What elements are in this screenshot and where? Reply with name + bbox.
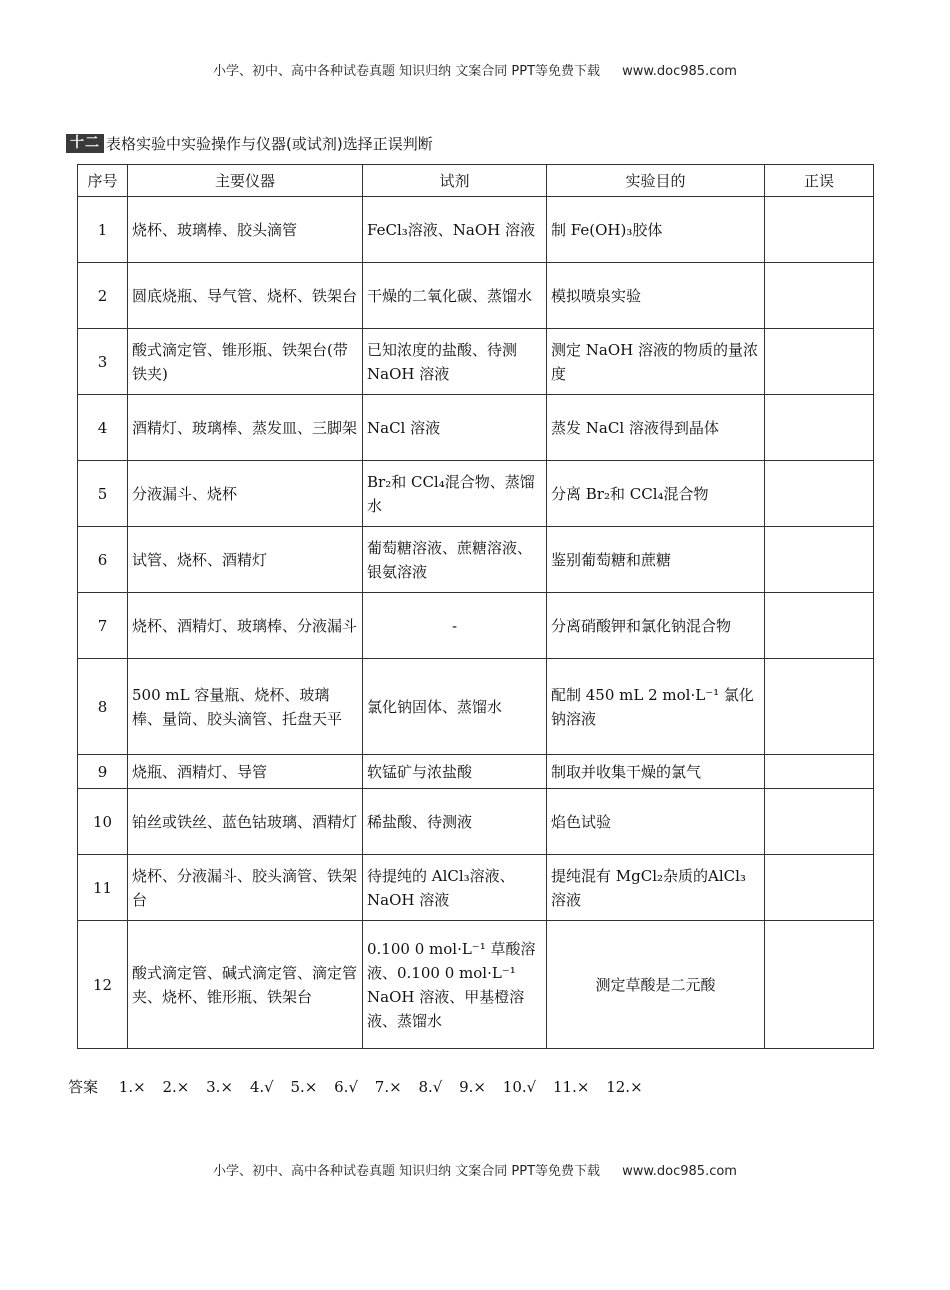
row-number: 3 [78, 329, 128, 395]
row-number: 12 [78, 921, 128, 1049]
instruments-cell: 酒精灯、玻璃棒、蒸发皿、三脚架 [128, 395, 363, 461]
answer-line [68, 1076, 655, 1097]
section-number-badge: 十二 [66, 134, 104, 153]
purpose-cell: 测定 NaOH 溶液的物质的量浓度 [547, 329, 765, 395]
row-number: 6 [78, 527, 128, 593]
instruments-cell: 烧杯、酒精灯、玻璃棒、分液漏斗 [128, 593, 363, 659]
reagents-cell: 软锰矿与浓盐酸 [363, 755, 547, 789]
row-number: 5 [78, 461, 128, 527]
purpose-cell: 分离硝酸钾和氯化钠混合物 [547, 593, 765, 659]
instruments-cell: 烧瓶、酒精灯、导管 [128, 755, 363, 789]
verdict-cell[interactable] [765, 659, 874, 755]
row-number: 4 [78, 395, 128, 461]
table-row [78, 329, 874, 395]
row-number: 10 [78, 789, 128, 855]
reagents-cell: 已知浓度的盐酸、待测NaOH 溶液 [363, 329, 547, 395]
row-number: 1 [78, 197, 128, 263]
experiment-table [77, 164, 874, 1049]
header-url[interactable]: www.doc985.com [622, 64, 737, 79]
verdict-cell[interactable] [765, 755, 874, 789]
page-footer [0, 1160, 950, 1179]
instruments-cell: 酸式滴定管、锥形瓶、铁架台(带铁夹) [128, 329, 363, 395]
purpose-cell: 配制 450 mL 2 mol·L⁻¹ 氯化钠溶液 [547, 659, 765, 755]
reagents-cell: NaCl 溶液 [363, 395, 547, 461]
row-number: 9 [78, 755, 128, 789]
row-number: 7 [78, 593, 128, 659]
instruments-cell: 酸式滴定管、碱式滴定管、滴定管夹、烧杯、锥形瓶、铁架台 [128, 921, 363, 1049]
verdict-cell[interactable] [765, 855, 874, 921]
reagents-cell: 稀盐酸、待测液 [363, 789, 547, 855]
verdict-cell[interactable] [765, 197, 874, 263]
row-number: 8 [78, 659, 128, 755]
table-row [78, 461, 874, 527]
instruments-cell: 500 mL 容量瓶、烧杯、玻璃棒、量筒、胶头滴管、托盘天平 [128, 659, 363, 755]
table-header-row [78, 165, 874, 197]
table-row [78, 789, 874, 855]
header-verdict: 正误 [765, 165, 874, 197]
answer-item: 1.× [118, 1078, 146, 1096]
verdict-cell[interactable] [765, 461, 874, 527]
answer-item: 3.× [206, 1078, 234, 1096]
purpose-cell: 蒸发 NaCl 溶液得到晶体 [547, 395, 765, 461]
answer-item: 9.× [459, 1078, 487, 1096]
section-heading: 表格实验中实验操作与仪器(或试剂)选择正误判断 [106, 135, 433, 153]
table-row [78, 395, 874, 461]
instruments-cell: 烧杯、分液漏斗、胶头滴管、铁架台 [128, 855, 363, 921]
answer-item: 2.× [162, 1078, 190, 1096]
answer-label: 答案 [68, 1078, 99, 1096]
reagents-cell: 待提纯的 AlCl₃溶液、NaOH 溶液 [363, 855, 547, 921]
verdict-cell[interactable] [765, 395, 874, 461]
purpose-cell: 焰色试验 [547, 789, 765, 855]
reagents-cell: 干燥的二氧化碳、蒸馏水 [363, 263, 547, 329]
answer-item: 12.× [606, 1078, 643, 1096]
table-row [78, 527, 874, 593]
purpose-cell: 分离 Br₂和 CCl₄混合物 [547, 461, 765, 527]
header-instruments: 主要仪器 [128, 165, 363, 197]
verdict-cell[interactable] [765, 789, 874, 855]
reagents-cell: 0.100 0 mol·L⁻¹ 草酸溶液、0.100 0 mol·L⁻¹ NaOH 溶液、甲基橙溶液、蒸馏水 [363, 921, 547, 1049]
purpose-cell: 模拟喷泉实验 [547, 263, 765, 329]
footer-text: 小学、初中、高中各种试卷真题 知识归纳 文案合同 PPT等免费下载 [213, 1164, 601, 1179]
footer-url[interactable]: www.doc985.com [622, 1164, 737, 1179]
answer-item: 11.× [553, 1078, 590, 1096]
purpose-cell: 制 Fe(OH)₃胶体 [547, 197, 765, 263]
row-number: 2 [78, 263, 128, 329]
purpose-cell: 提纯混有 MgCl₂杂质的AlCl₃溶液 [547, 855, 765, 921]
answer-item: 4.√ [249, 1078, 274, 1096]
instruments-cell: 圆底烧瓶、导气管、烧杯、铁架台 [128, 263, 363, 329]
answer-item: 5.× [290, 1078, 318, 1096]
header-reagents: 试剂 [363, 165, 547, 197]
reagents-cell: Br₂和 CCl₄混合物、蒸馏水 [363, 461, 547, 527]
verdict-cell[interactable] [765, 263, 874, 329]
instruments-cell: 分液漏斗、烧杯 [128, 461, 363, 527]
instruments-cell: 铂丝或铁丝、蓝色钴玻璃、酒精灯 [128, 789, 363, 855]
table-row [78, 197, 874, 263]
reagents-cell: 氯化钠固体、蒸馏水 [363, 659, 547, 755]
header-purpose: 实验目的 [547, 165, 765, 197]
table-row [78, 659, 874, 755]
answer-item: 7.× [374, 1078, 402, 1096]
verdict-cell[interactable] [765, 593, 874, 659]
table-row [78, 755, 874, 789]
reagents-cell: 葡萄糖溶液、蔗糖溶液、银氨溶液 [363, 527, 547, 593]
reagents-cell: FeCl₃溶液、NaOH 溶液 [363, 197, 547, 263]
table-row [78, 921, 874, 1049]
verdict-cell[interactable] [765, 921, 874, 1049]
instruments-cell: 试管、烧杯、酒精灯 [128, 527, 363, 593]
answer-item: 6.√ [334, 1078, 359, 1096]
verdict-cell[interactable] [765, 527, 874, 593]
row-number: 11 [78, 855, 128, 921]
table-row [78, 263, 874, 329]
answer-item: 10.√ [502, 1078, 537, 1096]
header-number: 序号 [78, 165, 128, 197]
table-row [78, 855, 874, 921]
purpose-cell: 鉴别葡萄糖和蔗糖 [547, 527, 765, 593]
section-title [66, 133, 433, 154]
purpose-cell: 测定草酸是二元酸 [547, 921, 765, 1049]
verdict-cell[interactable] [765, 329, 874, 395]
answer-item: 8.√ [418, 1078, 443, 1096]
page-header [0, 60, 950, 79]
header-text: 小学、初中、高中各种试卷真题 知识归纳 文案合同 PPT等免费下载 [213, 64, 601, 79]
purpose-cell: 制取并收集干燥的氯气 [547, 755, 765, 789]
instruments-cell: 烧杯、玻璃棒、胶头滴管 [128, 197, 363, 263]
reagents-cell: - [363, 593, 547, 659]
table-row [78, 593, 874, 659]
